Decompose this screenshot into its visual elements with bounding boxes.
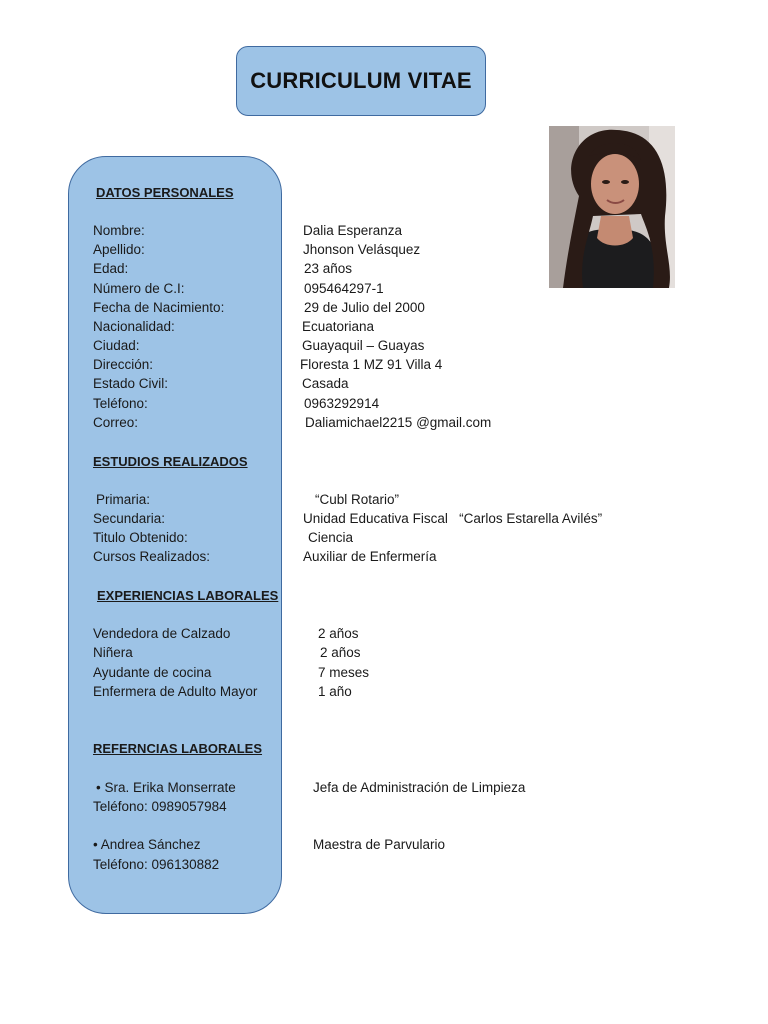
job-title: Vendedora de Calzado <box>93 626 231 641</box>
profile-photo-illustration <box>549 126 675 288</box>
section-heading-references: REFERNCIAS LABORALES <box>93 741 263 756</box>
reference-phone: Teléfono: 0989057984 <box>93 799 227 814</box>
field-value: Dalia Esperanza <box>303 223 403 238</box>
field-label: Cursos Realizados: <box>93 549 211 564</box>
field-label: Teléfono: <box>93 396 148 411</box>
reference-name: • Andrea Sánchez <box>93 837 201 852</box>
field-value: Unidad Educativa Fiscal “Carlos Estarella Avilés” <box>303 511 603 526</box>
field-label: Ciudad: <box>93 338 140 353</box>
profile-photo <box>549 126 675 288</box>
job-duration: 1 año <box>318 684 352 699</box>
field-label: Dirección: <box>93 357 154 372</box>
reference-phone: Teléfono: 096130882 <box>93 857 220 872</box>
job-duration: 2 años <box>320 645 361 660</box>
reference-name: • Sra. Erika Monserrate <box>96 780 236 795</box>
field-label: Apellido: <box>93 242 145 257</box>
field-label: Nacionalidad: <box>93 319 175 334</box>
field-value: 0963292914 <box>304 396 380 411</box>
field-value: “Cubl Rotario” <box>315 492 400 507</box>
field-label: Fecha de Nacimiento: <box>93 300 225 315</box>
page-title: CURRICULUM VITAE <box>250 68 472 93</box>
section-heading-experience: EXPERIENCIAS LABORALES <box>97 588 279 603</box>
reference-role: Jefa de Administración de Limpieza <box>313 780 526 795</box>
field-value: Floresta 1 MZ 91 Villa 4 <box>300 357 443 372</box>
field-value: 29 de Julio del 2000 <box>304 300 425 315</box>
field-label: Correo: <box>93 415 139 430</box>
job-duration: 2 años <box>318 626 359 641</box>
section-heading-studies: ESTUDIOS REALIZADOS <box>93 454 248 469</box>
field-value: Jhonson Velásquez <box>303 242 421 257</box>
field-value: Ecuatoriana <box>302 319 375 334</box>
field-label: Nombre: <box>93 223 145 238</box>
field-label: Edad: <box>93 261 129 276</box>
field-value: 23 años <box>304 261 353 276</box>
job-title: Enfermera de Adulto Mayor <box>93 684 258 699</box>
email-value: Daliamichael2215 @gmail.com <box>305 415 492 430</box>
field-label: Primaria: <box>96 492 151 507</box>
field-value: Casada <box>302 376 349 391</box>
field-label: Titulo Obtenido: <box>93 530 188 545</box>
field-label: Secundaria: <box>93 511 166 526</box>
field-value: Guayaquil – Guayas <box>302 338 425 353</box>
job-title: Niñera <box>93 645 133 660</box>
title-box <box>236 46 486 116</box>
field-value: 095464297-1 <box>304 281 384 296</box>
field-value: Ciencia <box>308 530 354 545</box>
job-duration: 7 meses <box>318 665 370 680</box>
reference-role: Maestra de Parvulario <box>313 837 446 852</box>
field-value: Auxiliar de Enfermería <box>303 549 437 564</box>
job-title: Ayudante de cocina <box>93 665 212 680</box>
field-label: Número de C.I: <box>93 281 185 296</box>
section-heading-personal: DATOS PERSONALES <box>96 185 234 200</box>
field-label: Estado Civil: <box>93 376 169 391</box>
